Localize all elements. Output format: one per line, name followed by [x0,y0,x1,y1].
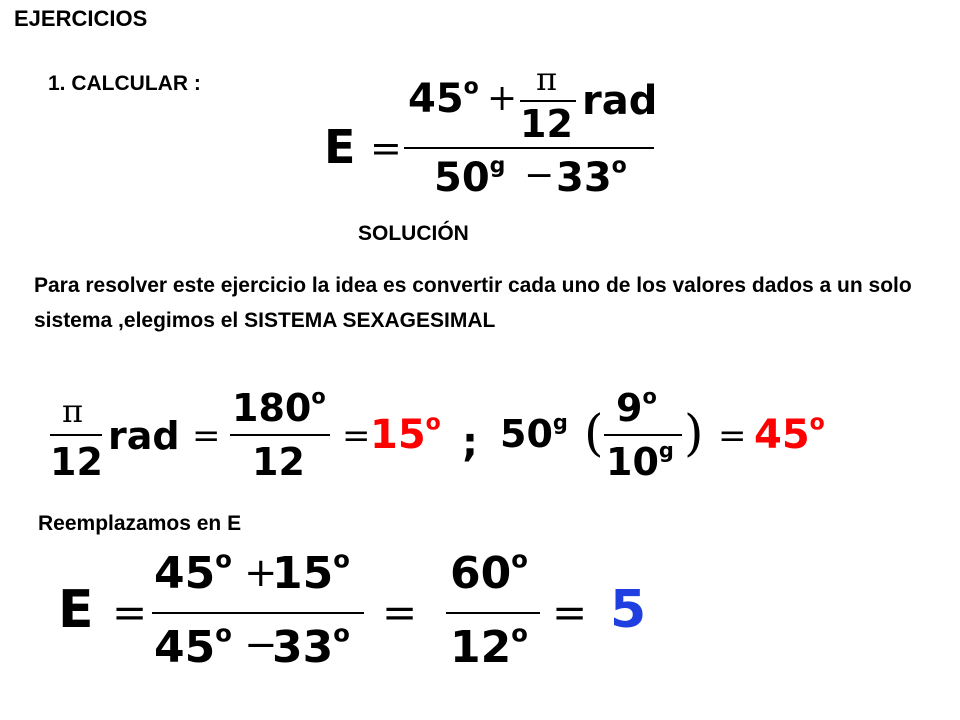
fraction-numerator: 9$^o$ [616,384,657,430]
numerator-degrees: 45$^o$ [408,74,479,122]
fraction-bar [152,612,364,614]
fraction-numerator: 180$^o$ [232,384,326,430]
pi-symbol: π [62,392,84,430]
equals-sign: = [192,416,221,456]
plus-sign: + [487,78,518,119]
result-degrees: 15$^o$ [370,410,441,458]
solution-text: Para resolver este ejercicio la idea es convertir cada uno de los valores dados a un solo sistema ,elegimos el SISTEMA SEXAGESIMAL [34,274,912,332]
numerator-second: 15$^o$ [272,545,350,599]
denominator-degrees: 33$^o$ [556,153,627,201]
main-fraction-bar [404,147,654,149]
numerator-first: 45$^o$ [154,545,232,599]
fraction-denominator: 12 [50,440,103,484]
page-title: EJERCICIOS [14,6,148,31]
numerator-result: 60$^o$ [450,545,528,599]
fraction-bar [604,434,682,436]
minus-sign: − [244,622,278,668]
plus-sign: + [244,550,278,596]
fraction-denominator: 12 [520,102,573,146]
equals-sign: = [370,126,402,170]
equals-sign: = [718,416,747,456]
final-answer: 5 [610,580,647,640]
fraction-bar [446,612,540,614]
equals-sign: = [112,588,148,637]
equals-sign: = [552,588,588,637]
variable-e: E [58,580,94,640]
minus-sign: − [524,155,555,196]
pi-symbol: π [536,60,558,98]
fraction-bar [230,434,330,436]
right-paren: ) [684,404,704,462]
denominator-second: 33$^o$ [272,619,350,673]
fraction-bar [50,434,102,436]
denominator-first: 45$^o$ [154,619,232,673]
denominator-gradians: 50$^g$ [434,153,506,201]
separator-semicolon: ; [462,420,478,466]
fraction-denominator: 12 [252,440,305,484]
gradians-value: 50$^g$ [500,410,568,456]
result-degrees: 45$^o$ [754,410,825,458]
replace-label: Reemplazamos en E [38,512,242,535]
solution-heading: SOLUCIÓN [358,222,469,245]
left-paren: ( [584,404,604,462]
rad-unit: rad [108,414,180,458]
equals-sign: = [382,588,418,637]
equals-sign: = [342,416,371,456]
variable-e: E [324,120,356,174]
denominator-result: 12$^o$ [450,619,528,673]
exercise-label: 1. CALCULAR : [48,72,201,95]
fraction-denominator: 10$^g$ [606,438,674,484]
rad-unit: rad [582,78,658,124]
